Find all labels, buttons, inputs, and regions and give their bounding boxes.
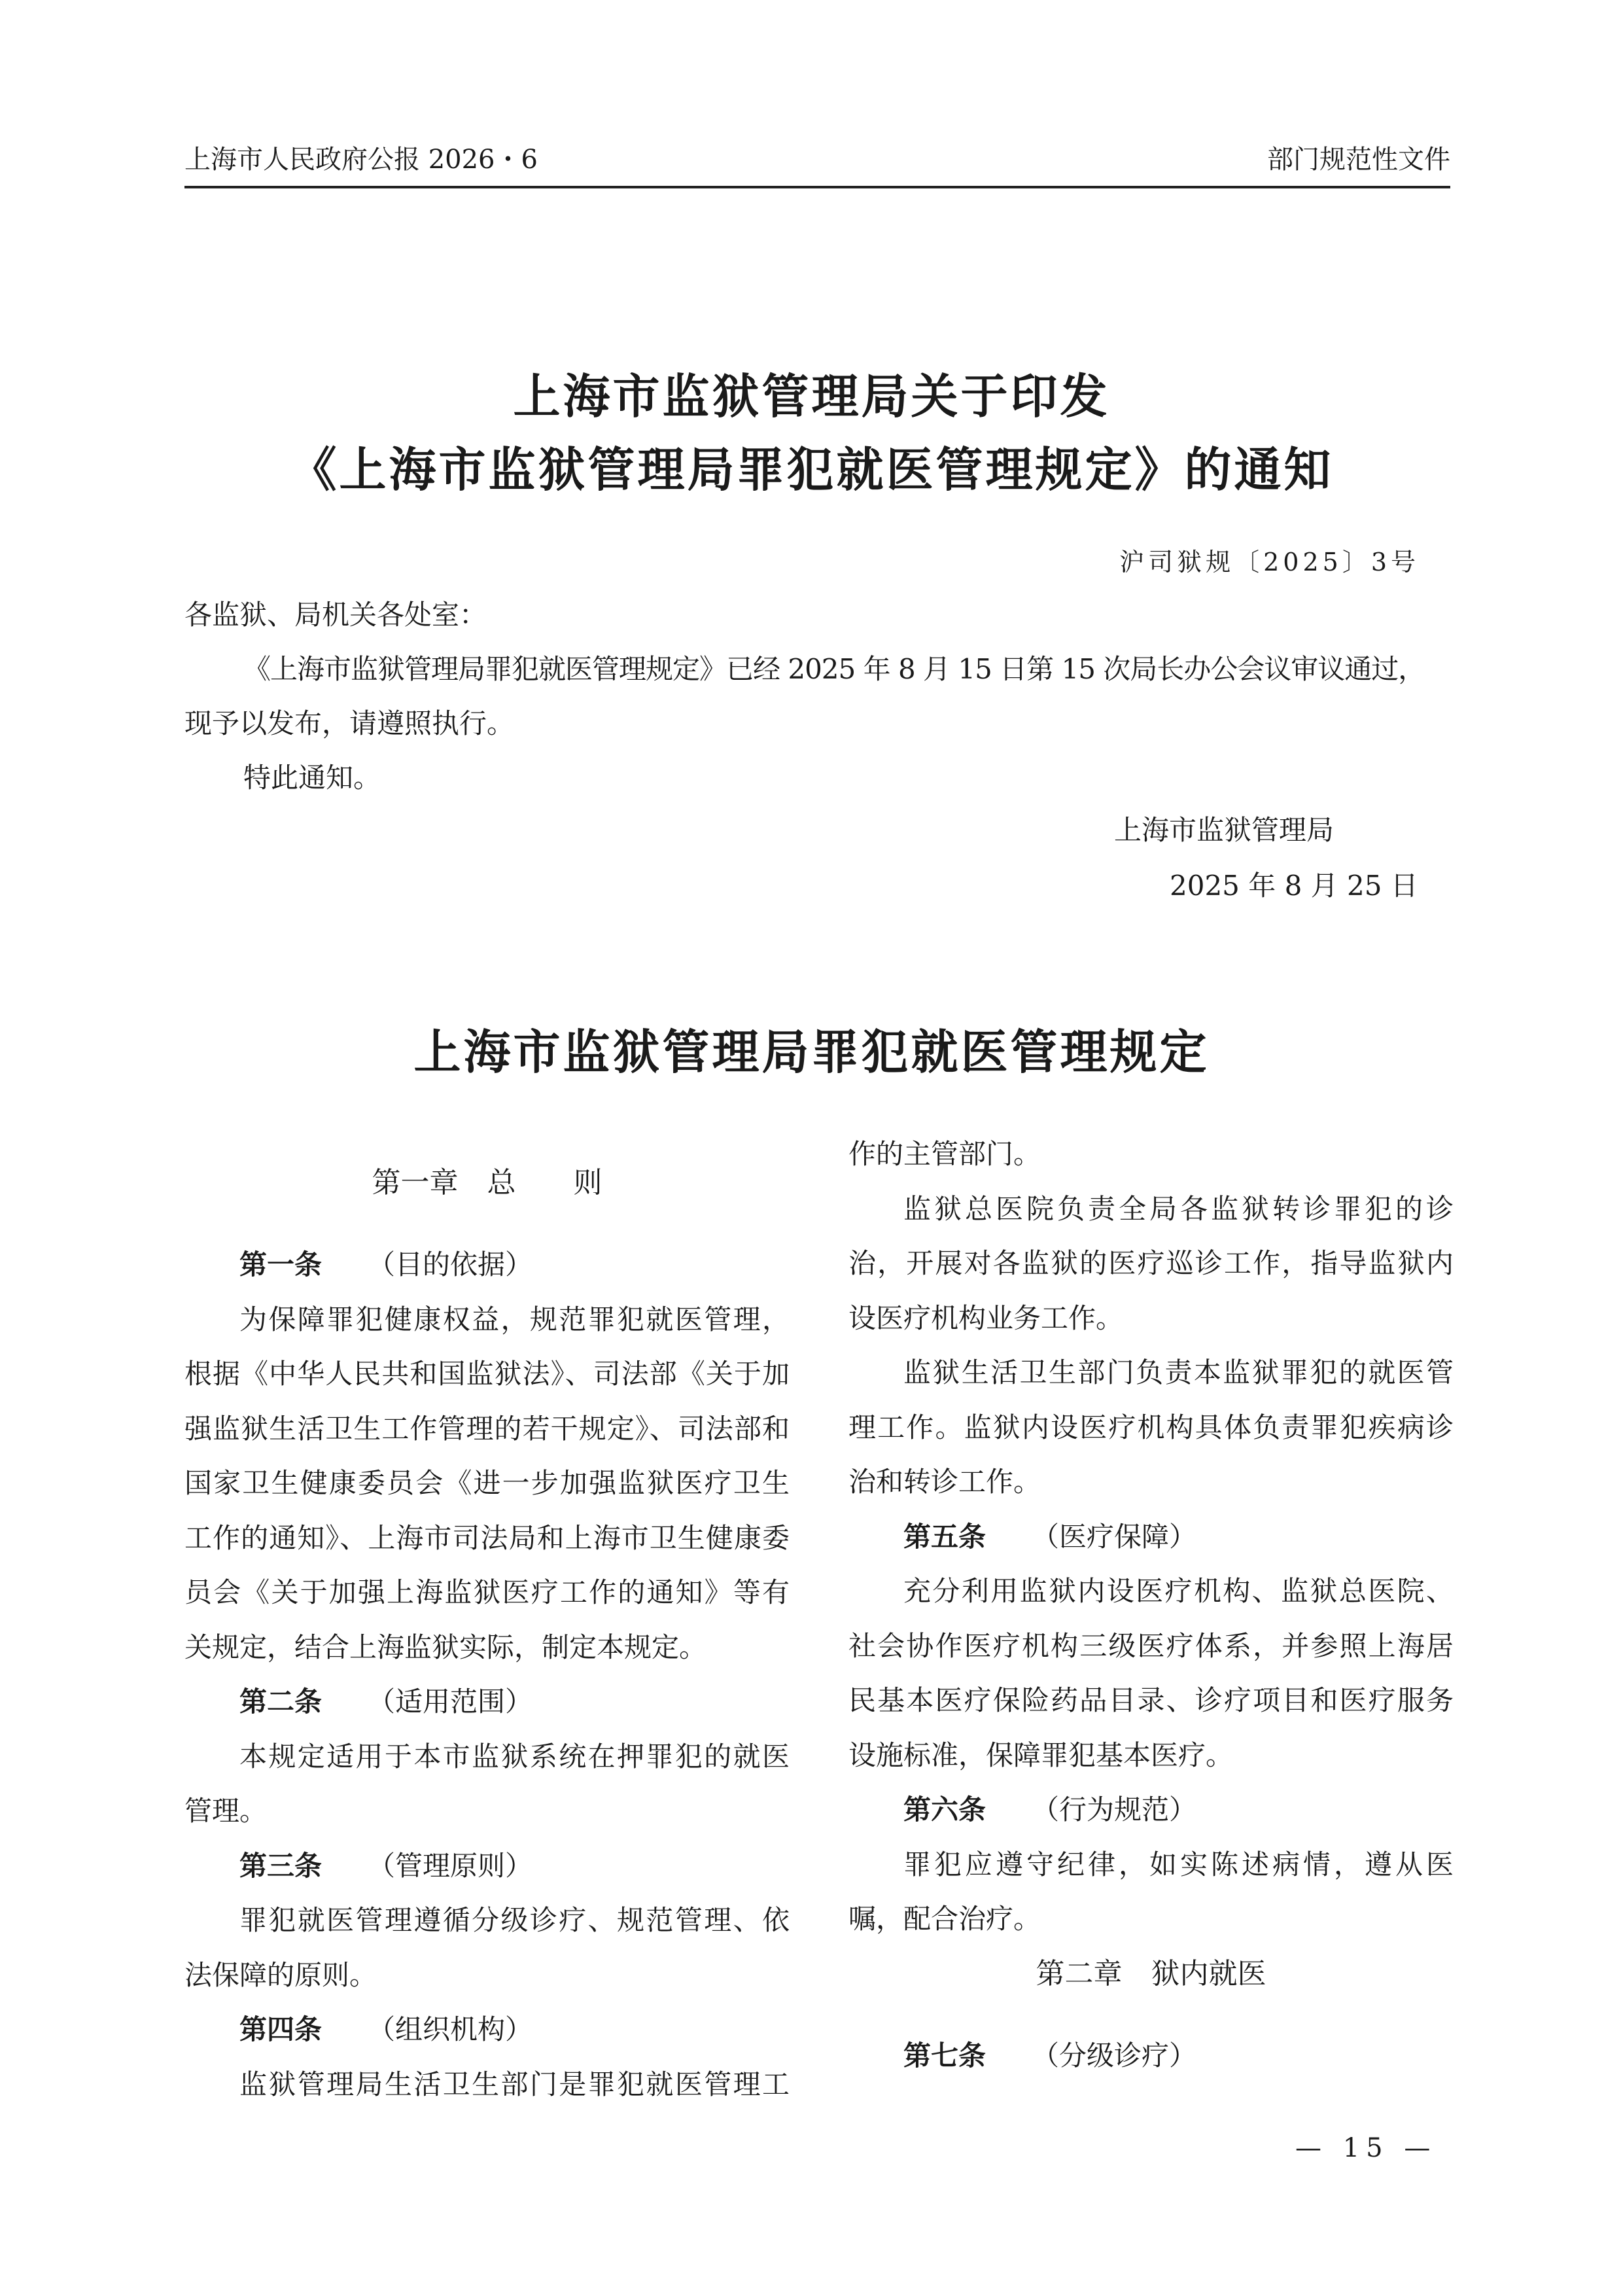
article-number: 第四条 bbox=[239, 2013, 323, 2045]
paragraph-line: 嘱，配合治疗。 bbox=[848, 1903, 1041, 1935]
article-heading bbox=[184, 1674, 790, 1729]
signer: 上海市监狱管理局 bbox=[1114, 814, 1335, 846]
paragraph-line: 监狱生活卫生部门负责本监狱罪犯的就医管 bbox=[903, 1356, 1454, 1388]
article-title: （医疗保障） bbox=[1032, 1520, 1197, 1553]
page-number: — 15 — bbox=[1295, 2133, 1437, 2163]
article-heading bbox=[184, 1839, 790, 1894]
article-number: 第二条 bbox=[239, 1686, 323, 1718]
notice-title-line2: 《上海市监狱管理局罪犯就医管理规定》的通知 bbox=[289, 442, 1334, 497]
article-title: （行为规范） bbox=[1032, 1793, 1197, 1826]
paragraph-line: 强监狱生活卫生工作管理的若干规定》、司法部和 bbox=[184, 1412, 790, 1445]
article-number: 第七条 bbox=[903, 2039, 986, 2072]
paragraph-line: 国家卫生健康委员会《进一步加强监狱医疗卫生 bbox=[184, 1467, 790, 1499]
article-title: （目的依据） bbox=[368, 1248, 533, 1280]
notice-closing: 特此通知。 bbox=[243, 762, 381, 794]
article-title: （分级诊疗） bbox=[1032, 2039, 1197, 2072]
paragraph-line: 作的主管部门。 bbox=[848, 1138, 1041, 1170]
paragraph-line: 社会协作医疗机构三级医疗体系，并参照上海居 bbox=[848, 1629, 1454, 1662]
document-number: 沪司狱规〔2025〕3号 bbox=[1119, 548, 1420, 576]
article-number: 第五条 bbox=[903, 1520, 986, 1553]
header-journal-title: 上海市人民政府公报 2026・6 bbox=[184, 145, 538, 175]
article-title: （管理原则） bbox=[368, 1849, 533, 1882]
paragraph-line: 民基本医疗保险药品目录、诊疗项目和医疗服务 bbox=[848, 1684, 1454, 1716]
paragraph-line: 理工作。监狱内设医疗机构具体负责罪犯疾病诊 bbox=[848, 1411, 1454, 1443]
article-heading bbox=[848, 2028, 1454, 2083]
paragraph-line: 充分利用监狱内设医疗机构、监狱总医院、 bbox=[903, 1575, 1454, 1607]
paragraph-line: 罪犯就医管理遵循分级诊疗、规范管理、依 bbox=[239, 1904, 790, 1936]
paragraph-line: 治和转诊工作。 bbox=[848, 1466, 1041, 1498]
article-title: （适用范围） bbox=[368, 1686, 533, 1718]
header-section-label: 部门规范性文件 bbox=[1267, 145, 1450, 175]
paragraph-line: 根据《中华人民共和国监狱法》、司法部《关于加 bbox=[184, 1358, 790, 1390]
article-heading bbox=[184, 2002, 790, 2057]
paragraph-line: 法保障的原则。 bbox=[184, 1958, 377, 1991]
paragraph-line: 设医疗机构业务工作。 bbox=[848, 1301, 1124, 1334]
header-divider bbox=[184, 186, 1450, 188]
regulation-title: 上海市监狱管理局罪犯就医管理规定 bbox=[413, 1025, 1210, 1080]
paragraph-line: 监狱管理局生活卫生部门是罪犯就医管理工 bbox=[239, 2068, 790, 2100]
paragraph-line: 关规定，结合上海监狱实际，制定本规定。 bbox=[184, 1631, 707, 1663]
left-column bbox=[184, 1156, 790, 2111]
right-column bbox=[848, 1127, 1454, 2083]
chapter-heading: 第二章 狱内就医 bbox=[1036, 1956, 1266, 1990]
article-title: （组织机构） bbox=[368, 2013, 533, 2045]
article-number: 第三条 bbox=[239, 1849, 323, 1882]
article-number: 第六条 bbox=[903, 1793, 986, 1826]
paragraph-line: 设施标准，保障罪犯基本医疗。 bbox=[848, 1739, 1234, 1771]
paragraph-line: 本规定适用于本市监狱系统在押罪犯的就医 bbox=[239, 1740, 790, 1773]
paragraph-line: 工作的通知》、上海市司法局和上海市卫生健康委 bbox=[184, 1521, 790, 1554]
notice-title-line1: 上海市监狱管理局关于印发 bbox=[513, 369, 1110, 424]
salutation: 各监狱、局机关各处室： bbox=[184, 599, 487, 631]
notice-body-line2: 现予以发布，请遵照执行。 bbox=[184, 707, 515, 739]
article-heading bbox=[184, 1237, 790, 1292]
paragraph-line: 员会《关于加强上海监狱医疗工作的通知》等有 bbox=[184, 1576, 790, 1608]
chapter-heading: 第一章 总 则 bbox=[372, 1166, 602, 1199]
paragraph-line: 治，开展对各监狱的医疗巡诊工作，指导监狱内 bbox=[848, 1247, 1454, 1279]
paragraph-line: 管理。 bbox=[184, 1795, 268, 1827]
article-number: 第一条 bbox=[239, 1248, 323, 1280]
paragraph-line: 罪犯应遵守纪律，如实陈述病情，遵从医 bbox=[903, 1848, 1454, 1881]
notice-body-line1: 《上海市监狱管理局罪犯就医管理规定》已经 2025 年 8 月 15 日第 15 次局长办公会议审议通过， bbox=[243, 653, 1425, 685]
article-heading bbox=[848, 1782, 1454, 1837]
article-heading bbox=[848, 1510, 1454, 1564]
paragraph-line: 为保障罪犯健康权益，规范罪犯就医管理， bbox=[239, 1303, 790, 1335]
notice-date: 2025 年 8 月 25 日 bbox=[1170, 870, 1418, 902]
paragraph-line: 监狱总医院负责全局各监狱转诊罪犯的诊 bbox=[903, 1192, 1454, 1225]
